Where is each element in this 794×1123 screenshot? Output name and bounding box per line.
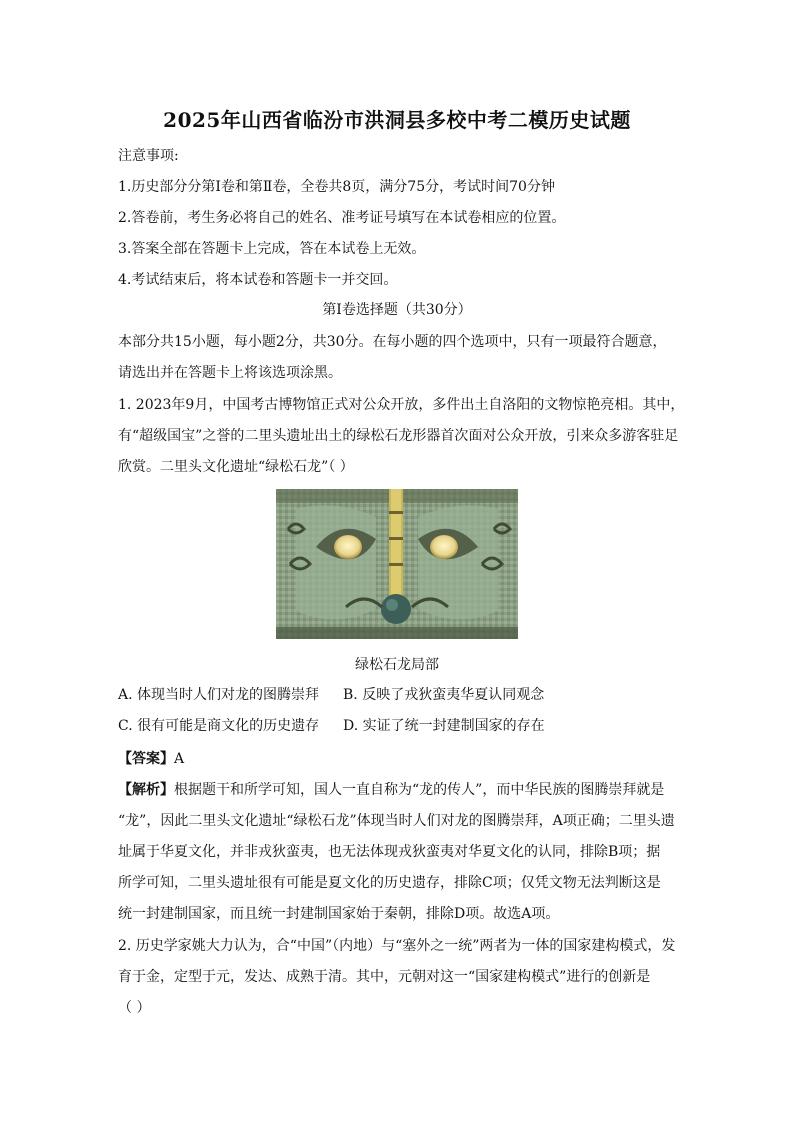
section-intro-line-1: 本部分共15小题，每小题2分，共30分。在每小题的四个选项中，只有一项最符合题意， — [118, 334, 667, 350]
q1-stem-line-2: 有“超级国宝”之誉的二里头遗址出土的绿松石龙形器首次面对公众开放，引来众多游客驻足 — [118, 428, 679, 444]
section-heading: 第Ⅰ卷选择题（共30分） — [322, 302, 472, 318]
notice-item-4: 4.考试结束后，将本试卷和答题卡一并交回。 — [118, 272, 398, 288]
q1-analysis-line-5: 统一封建制国家，而且统一封建制国家始于秦朝，排除D项。故选A项。 — [118, 906, 560, 922]
q2-stem-line-1: 2. 历史学家姚大力认为，合“中国”（内地）与“塞外之一统”两者为一体的国家建构模式，发 — [118, 938, 676, 954]
turquoise-dragon-photo — [276, 489, 518, 639]
q1-analysis-line-4: 所学可知，二里头遗址很有可能是夏文化的历史遗存，排除C项；仅凭文物无法判断这是 — [118, 875, 661, 891]
answer-value: A — [174, 751, 185, 767]
q2-stem-line-2: 育于金，定型于元，发达、成熟于清。其中，元朝对这一“国家建构模式”进行的创新是 — [118, 969, 651, 985]
analysis-text: 根据题干和所学可知，国人一直自称为“龙的传人”，而中华民族的图腾崇拜就是 — [174, 782, 665, 798]
q1-analysis-line-1 — [118, 780, 690, 800]
image-caption: 绿松石龙局部 — [355, 657, 439, 673]
analysis-label: 【解析】 — [118, 782, 174, 798]
q1-answer — [118, 749, 690, 769]
notice-heading: 注意事项: — [118, 148, 179, 164]
q2-stem-line-3: （ ） — [118, 1000, 151, 1016]
section-intro-line-2: 请选出并在答题卡上将该选项涂黑。 — [118, 365, 342, 381]
page-title: 2025年山西省临汾市洪洞县多校中考二模历史试题 — [163, 108, 631, 132]
q1-analysis-line-2: “龙”，因此二里头文化遗址“绿松石龙”体现当时人们对龙的图腾崇拜，A项正确；二里头遗 — [118, 813, 675, 829]
q1-analysis-line-3: 址属于华夏文化，并非戎狄蛮夷，也无法体现戎狄蛮夷对华夏文化的认同，排除B项；据 — [118, 844, 661, 860]
answer-label: 【答案】 — [118, 751, 174, 767]
notice-item-3: 3.答案全部在答题卡上完成，答在本试卷上无效。 — [118, 241, 426, 257]
q1-stem-line-3: 欣赏。二里头文化遗址“绿松石龙”（ ） — [118, 459, 354, 475]
notice-item-1: 1.历史部分分第Ⅰ卷和第Ⅱ卷，全卷共8页，满分75分，考试时间70分钟 — [118, 179, 555, 195]
q1-stem-line-1: 1. 2023年9月，中国考古博物馆正式对公众开放，多件出土自洛阳的文物惊艳亮相。其中， — [118, 397, 685, 413]
q1-option-c: C. 很有可能是商文化的历史遗存 — [118, 718, 320, 734]
notice-item-2: 2.答卷前，考生务必将自己的姓名、准考证号填写在本试卷相应的位置。 — [118, 210, 566, 226]
q1-option-b: B. 反映了戎狄蛮夷华夏认同观念 — [343, 687, 545, 703]
q1-option-d: D. 实证了统一封建制国家的存在 — [343, 718, 545, 734]
q1-option-a: A. 体现当时人们对龙的图腾崇拜 — [118, 687, 320, 703]
